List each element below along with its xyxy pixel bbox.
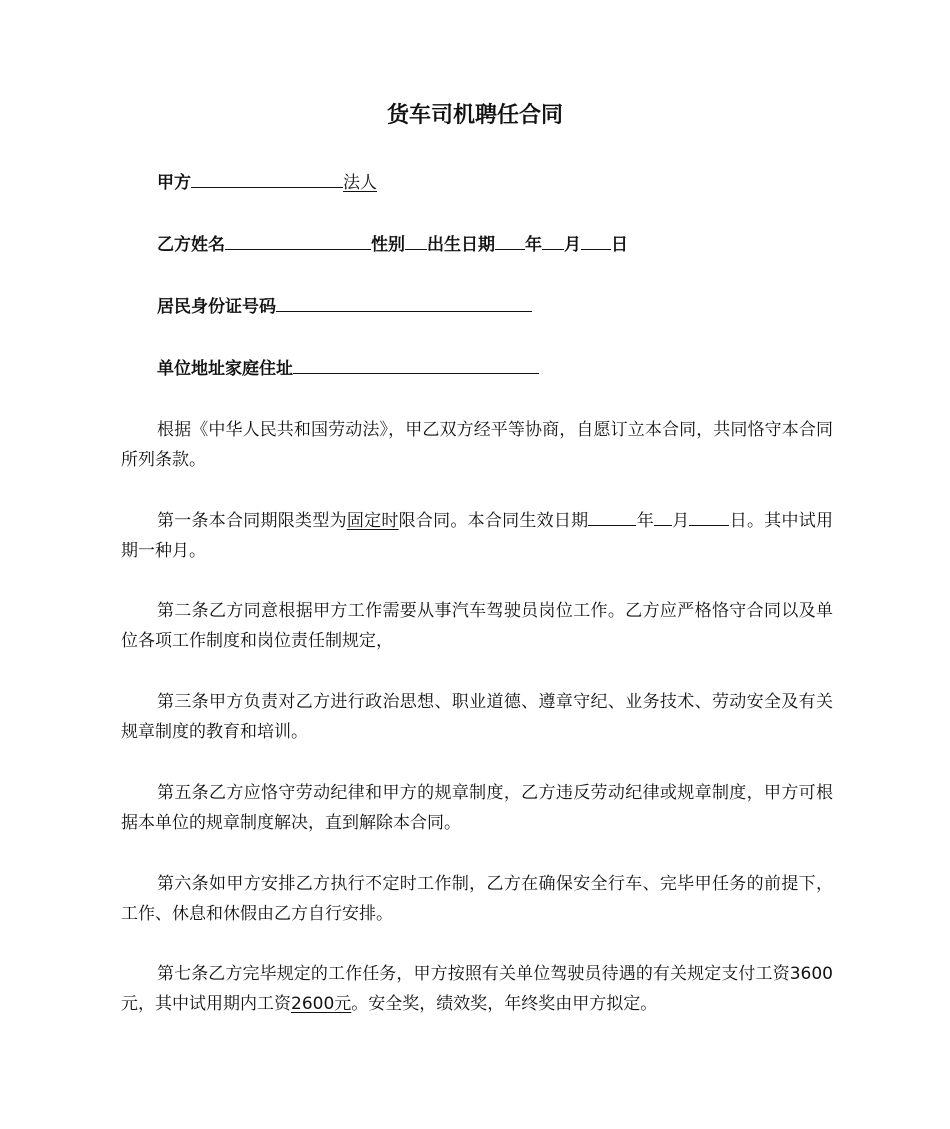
- article-1-month: 月: [671, 511, 690, 531]
- birth-day-blank: [581, 232, 611, 250]
- address-blank: [293, 356, 539, 374]
- id-line: [157, 294, 532, 319]
- article-7-text-a: 第七条乙方完毕规定的工作任务，甲方按照有关单位驾驶员待遇的有关规定支付工资3600元，其中试用期内工资: [121, 964, 833, 1014]
- birth-year-blank: [495, 232, 525, 250]
- birth-year-label: 年: [525, 235, 542, 255]
- party-b-name-label: 乙方姓名: [157, 235, 225, 255]
- article-7: [121, 959, 833, 1019]
- article-1: [121, 506, 833, 566]
- article-7-text-b: 。安全奖，绩效奖，年终奖由甲方拟定。: [351, 994, 658, 1014]
- legal-person-label: 法人: [343, 173, 377, 193]
- party-a-label: 甲方: [157, 173, 191, 193]
- article-1-contract-type: 固定时: [346, 511, 399, 531]
- article-1-year: 年: [636, 511, 654, 531]
- intro-paragraph: 根据《中华人民共和国劳动法》，甲乙双方经平等协商，自愿订立本合同，共同恪守本合同所列条款。: [121, 420, 833, 470]
- effective-year-blank: [588, 511, 636, 526]
- article-1-text-a: 第一条本合同期限类型为: [157, 511, 347, 531]
- effective-month-blank: [654, 511, 672, 526]
- gender-blank: [405, 232, 427, 250]
- article-2: 第二条乙方同意根据甲方工作需要从事汽车驾驶员岗位工作。乙方应严格恪守合同以及单位各项工作制度和岗位责任制规定，: [121, 601, 833, 651]
- article-6: 第六条如甲方安排乙方执行不定时工作制，乙方在确保安全行车、完毕甲任务的前提下，工作、休息和休假由乙方自行安排。: [121, 874, 833, 924]
- birth-label: 出生日期: [427, 235, 495, 255]
- party-b-line: [157, 232, 628, 257]
- article-1-text-c: 日。其中试用期一种月。: [121, 511, 834, 561]
- article-5: 第五条乙方应恪守劳动纪律和甲方的规章制度，乙方违反劳动纪律或规章制度，甲方可根据本单位的规章制度解决，直到解除本合同。: [121, 783, 833, 833]
- address-line: [157, 356, 539, 381]
- article-3: 第三条甲方负责对乙方进行政治思想、职业道德、遵章守纪、业务技术、劳动安全及有关规章制度的教育和培训。: [121, 692, 833, 742]
- party-b-name-blank: [225, 232, 371, 250]
- id-label: 居民身份证号码: [157, 297, 276, 317]
- address-label: 单位地址家庭住址: [157, 359, 293, 379]
- document-title: 货车司机聘任合同: [386, 103, 563, 128]
- party-a-blank: [191, 170, 343, 188]
- article-1-text-b: 限合同。本合同生效日期: [398, 511, 589, 531]
- gender-label: 性别: [371, 235, 405, 255]
- birth-month-label: 月: [564, 235, 581, 255]
- probation-salary: 2600元: [291, 994, 352, 1014]
- id-blank: [276, 294, 532, 312]
- birth-day-label: 日: [611, 235, 628, 255]
- effective-day-blank: [689, 511, 729, 526]
- birth-month-blank: [542, 232, 564, 250]
- party-a-line: [157, 170, 377, 195]
